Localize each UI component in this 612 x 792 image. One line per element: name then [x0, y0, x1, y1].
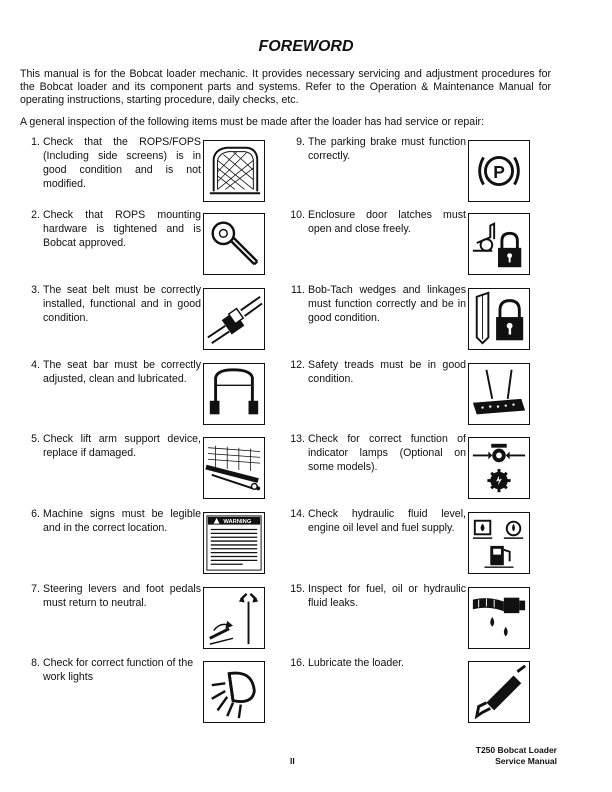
item-text: Check for correct function of the work lights [43, 657, 194, 683]
item-number: 5. [31, 433, 40, 445]
warning-sign-text: WARNING [223, 519, 252, 526]
item-text: Machine signs must be legible and in the correct location. [43, 508, 201, 534]
work-light-icon [203, 661, 265, 723]
item-number: 4. [31, 359, 40, 371]
item-text: Check that the ROPS/FOPS (Including side screens) is in good condition and is not modified. [43, 136, 201, 190]
seat-belt-icon [203, 288, 265, 350]
item-number: 7. [31, 583, 40, 595]
item-number: 3. [31, 284, 40, 296]
grease-gun-icon [468, 661, 530, 723]
inspection-item [20, 358, 285, 440]
rops-cab-icon [203, 140, 265, 202]
item-number: 15. [290, 583, 305, 595]
item-text: Safety treads must be in good condition. [308, 359, 466, 385]
item-text: Check for correct function of indicator lamps (Optional on some models). [308, 433, 466, 473]
item-text: The parking brake must function correctly. [308, 136, 466, 162]
inspection-item [20, 656, 285, 738]
item-number: 16. [290, 657, 305, 669]
inspection-item [20, 283, 285, 365]
item-number: 6. [31, 508, 40, 520]
item-number: 1. [31, 136, 40, 148]
item-text: Check lift arm support device, replace if damaged. [43, 433, 201, 459]
inspection-item [20, 208, 285, 290]
item-number: 13. [290, 433, 305, 445]
warning-sign-icon [203, 512, 265, 574]
indicator-lamps-icon [468, 437, 530, 499]
item-text: Enclosure door latches must open and close freely. [308, 209, 466, 235]
item-number: 8. [31, 657, 40, 669]
inspection-item [285, 656, 550, 738]
inspection-item [285, 135, 550, 217]
inspection-item [20, 432, 285, 514]
footer-doc-title [476, 745, 557, 767]
item-text: Lubricate the loader. [308, 657, 405, 669]
item-number: 14. [290, 508, 305, 520]
bob-tach-lock-icon [468, 288, 530, 350]
inspection-intro: A general inspection of the following items must be made after the loader has had service or repair: [20, 116, 485, 128]
door-latch-lock-icon [468, 213, 530, 275]
inspection-item [285, 432, 550, 514]
intro-paragraph: This manual is for the Bobcat loader mechanic. It provides necessary servicing and adjustment procedures for the Bobcat loader and its component parts and systems. Refer to the Operation & Maintenance Manual for operating instructions, starting procedure, daily checks, etc. [20, 68, 551, 106]
inspection-item [285, 208, 550, 290]
footer-line-1: T250 Bobcat Loader [475, 745, 557, 755]
steering-levers-icon [203, 587, 265, 649]
item-number: 11. [291, 284, 305, 296]
item-text: Check hydraulic fluid level, engine oil level and fuel supply. [308, 508, 466, 534]
item-text: Check that ROPS mounting hardware is tightened and is Bobcat approved. [43, 209, 201, 249]
svg-text:P: P [493, 161, 505, 182]
item-number: 2. [31, 209, 40, 221]
inspection-item [285, 507, 550, 589]
inspection-item [20, 582, 285, 664]
item-text: The seat bar must be correctly adjusted, clean and lubricated. [43, 359, 201, 385]
item-text: Inspect for fuel, oil or hydraulic fluid leaks. [308, 583, 466, 609]
item-number: 10. [290, 209, 305, 221]
inspection-item [20, 507, 285, 589]
wrench-icon [203, 213, 265, 275]
item-number: 9. [296, 136, 305, 148]
parking-brake-icon [468, 140, 530, 202]
inspection-item [285, 358, 550, 440]
fluid-levels-icon [468, 512, 530, 574]
page-title: FOREWORD [258, 38, 354, 55]
item-number: 12. [290, 359, 305, 371]
page-number: II [290, 756, 295, 766]
footer-line-2: Service Manual [495, 756, 557, 766]
item-text: Bob-Tach wedges and linkages must function correctly and be in good condition. [308, 284, 466, 324]
item-text: The seat belt must be correctly installed, functional and in good condition. [43, 284, 201, 324]
inspection-item [285, 283, 550, 365]
safety-tread-icon [468, 363, 530, 425]
lift-arm-support-icon [203, 437, 265, 499]
fluid-leak-icon [468, 587, 530, 649]
inspection-item [20, 135, 285, 217]
item-text: Steering levers and foot pedals must return to neutral. [43, 583, 201, 609]
seat-bar-icon [203, 363, 265, 425]
inspection-item [285, 582, 550, 664]
